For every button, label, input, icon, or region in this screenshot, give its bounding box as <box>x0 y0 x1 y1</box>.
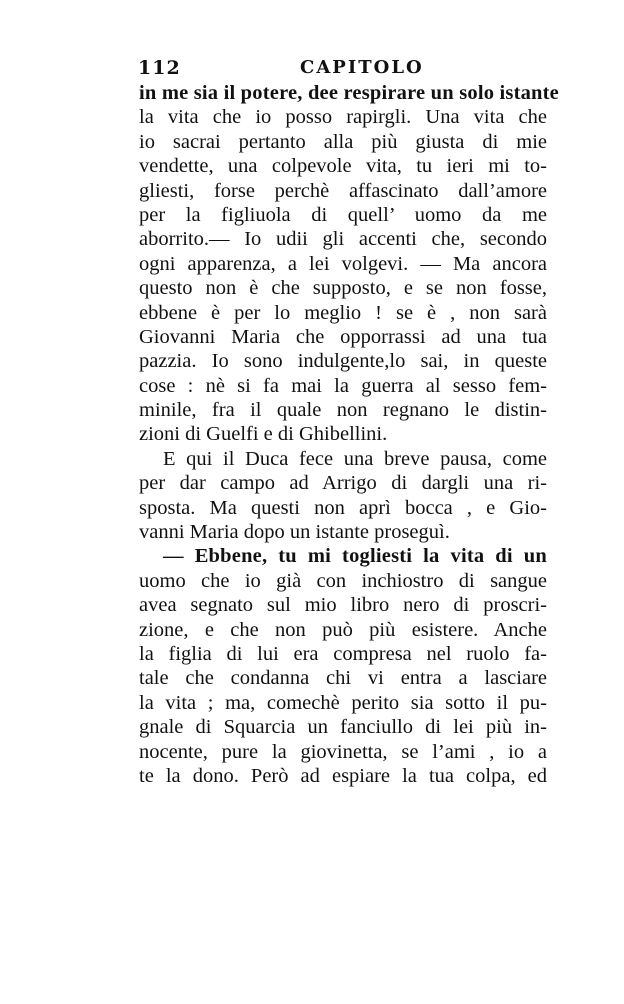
text-line: avea segnato sul mio libro nero di proscri- <box>139 594 547 617</box>
text-line: tale che condanna chi vi entra a lasciare <box>139 667 547 690</box>
text-line: zione, e che non può più esistere. Anche <box>139 618 547 641</box>
text-line: sposta. Ma questi non aprì bocca , e Gio- <box>139 496 547 519</box>
text-line: Giovanni Maria che opporrassi ad una tua <box>139 325 547 348</box>
text-line: io sacrai pertanto alla più giusta di mie <box>139 130 547 153</box>
text-line: pazzia. Io sono indulgente,lo sai, in queste <box>139 350 547 373</box>
text-line: la vita che io posso rapirgli. Una vita che <box>139 106 547 129</box>
text-line: ebbene è per lo meglio ! se è , non sarà <box>139 301 547 324</box>
text-line: nocente, pure la giovinetta, se l’ami , io a <box>139 740 547 763</box>
text-line: E qui il Duca fece una breve pausa, come <box>163 447 547 470</box>
text-line: questo non è che supposto, e se non fosse, <box>139 277 547 300</box>
text-line: per dar campo ad Arrigo di dargli una ri- <box>139 472 547 495</box>
text-line: zioni di Guelfi e di Ghibellini. <box>139 423 388 446</box>
text-line: vanni Maria dopo un istante proseguì. <box>139 521 450 544</box>
text-line: in me sia il potere, dee respirare un solo istante <box>139 82 559 104</box>
text-line: vendette, una colpevole vita, tu ieri mi to- <box>139 155 547 178</box>
running-title: CAPITOLO <box>300 57 424 78</box>
text-line: ogni apparenza, a lei volgevi. — Ma ancora <box>139 252 547 275</box>
text-line: per la figliuola di quell’ uomo da me <box>139 203 547 226</box>
text-line: — Ebbene, tu mi togliesti la vita di un <box>163 545 547 568</box>
body-text <box>139 81 559 788</box>
text-line: te la dono. Però ad espiare la tua colpa, ed <box>139 764 547 787</box>
page-number: 112 <box>138 57 181 79</box>
text-line: uomo che io già con inchiostro di sangue <box>139 569 547 592</box>
text-line: cose : nè si fa mai la guerra al sesso fem- <box>139 374 547 397</box>
text-line: gliesti, forse perchè affascinato dall’amore <box>139 179 547 202</box>
text-line: gnale di Squarcia un fanciullo di lei più in- <box>139 716 547 739</box>
text-line: la figlia di lui era compresa nel ruolo fa- <box>139 642 547 665</box>
text-line: minile, fra il quale non regnano le distin- <box>139 399 547 422</box>
text-line: la vita ; ma, comechè perito sia sotto il pu- <box>139 691 547 714</box>
text-line: aborrito.— Io udii gli accenti che, secondo <box>139 228 547 251</box>
